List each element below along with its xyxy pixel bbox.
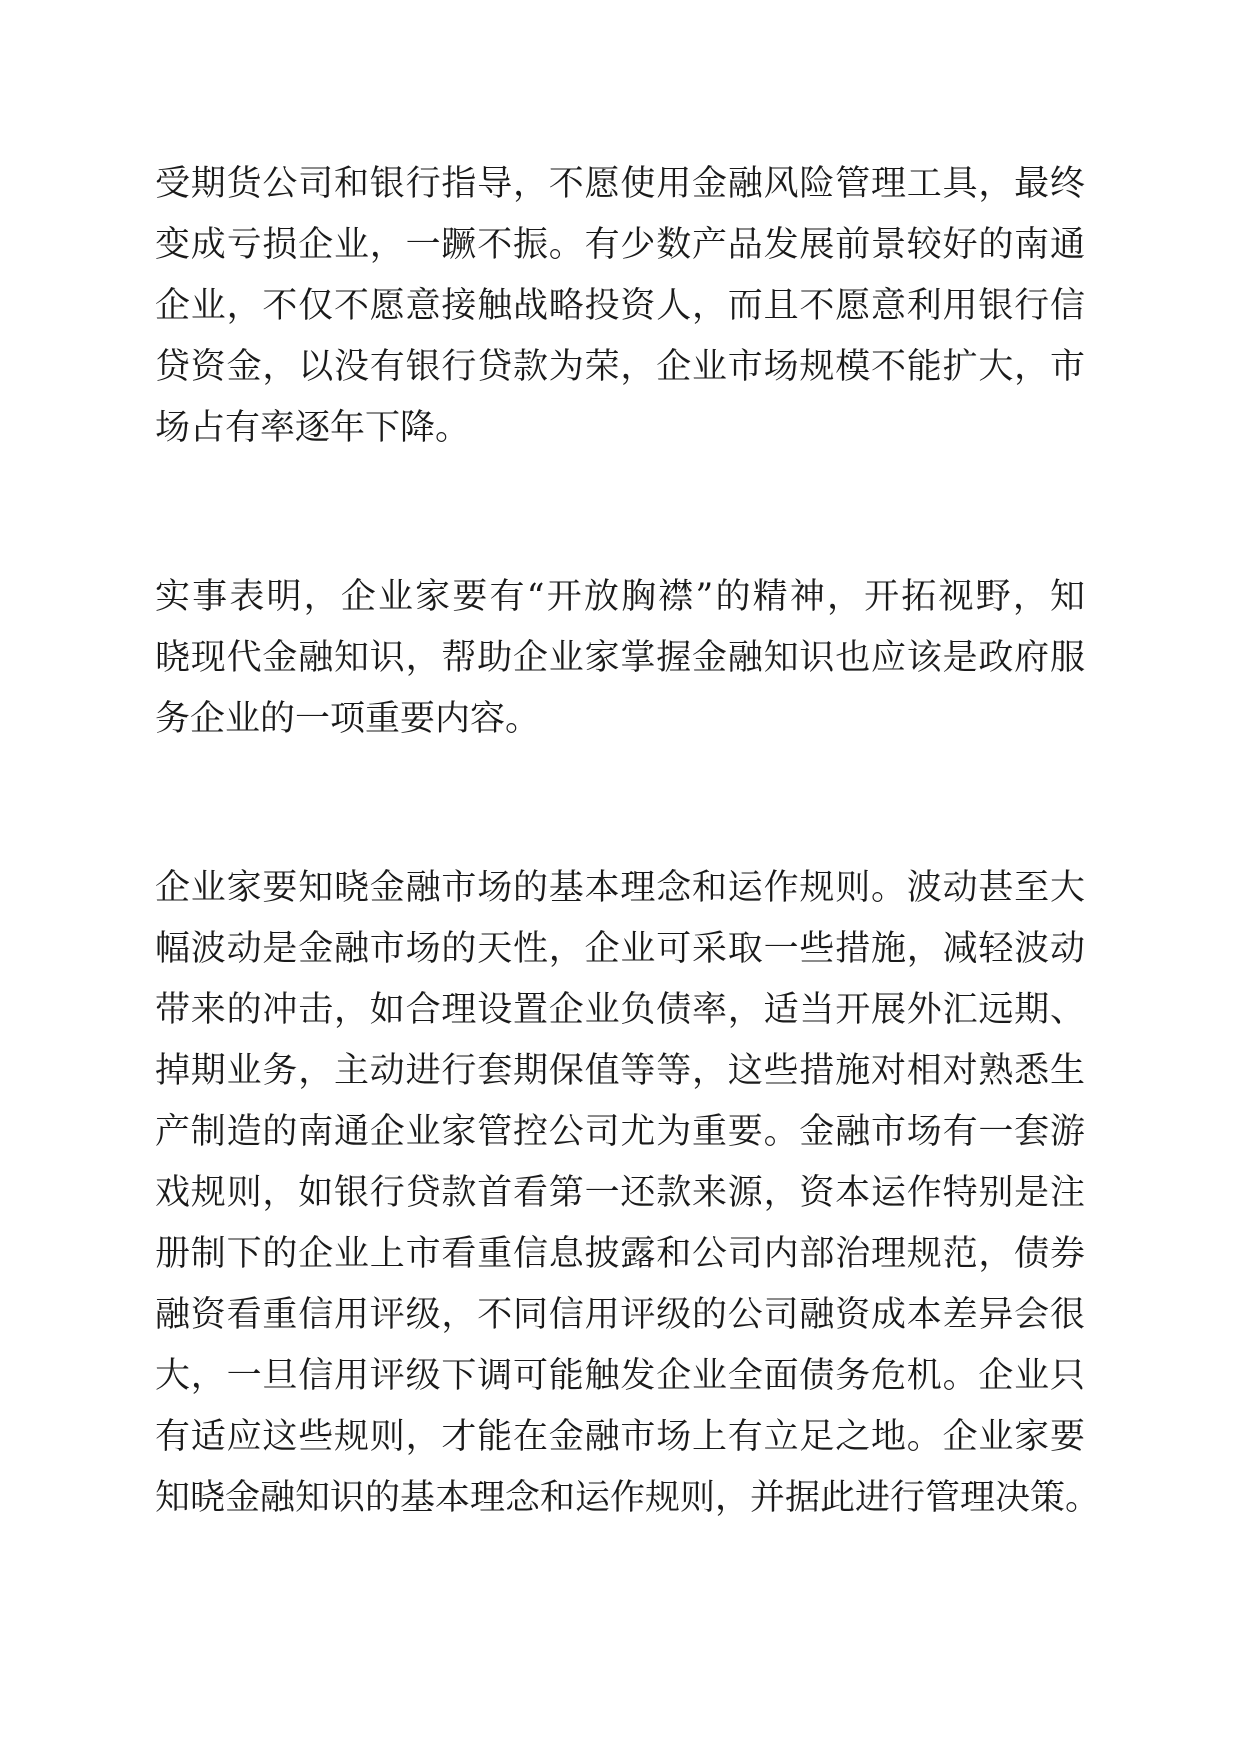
paragraph-line: 幅波动是金融市场的天性，企业可采取一些措施，减轻波动 [155, 929, 1085, 969]
paragraph-line: 知晓金融知识的基本理念和运作规则，并据此进行管理决策。 [155, 1478, 1101, 1518]
paragraph-line: 戏规则，如银行贷款首看第一还款来源，资本运作特别是注 [155, 1173, 1085, 1213]
paragraph-3 [155, 858, 1101, 1529]
paragraph-line: 务企业的一项重要内容。 [155, 699, 541, 739]
paragraph-line: 变成亏损企业，一蹶不振。有少数产品发展前景较好的南通 [155, 225, 1085, 265]
paragraph-line: 册制下的企业上市看重信息披露和公司内部治理规范，债券 [155, 1234, 1085, 1274]
paragraph-line: 企业家要知晓金融市场的基本理念和运作规则。波动甚至大 [155, 868, 1085, 908]
paragraph-line: 场占有率逐年下降。 [155, 408, 471, 448]
paragraph-line: 贷资金，以没有银行贷款为荣，企业市场规模不能扩大，市 [155, 347, 1085, 387]
paragraph-2 [155, 567, 1085, 750]
paragraph-line: 掉期业务，主动进行套期保值等等，这些措施对相对熟悉生 [155, 1051, 1085, 1091]
paragraph-line: 企业，不仅不愿意接触战略投资人，而且不愿意利用银行信 [155, 286, 1085, 326]
paragraph-line: 受期货公司和银行指导，不愿使用金融风险管理工具，最终 [155, 164, 1085, 204]
paragraph-line: 大，一旦信用评级下调可能触发企业全面债务危机。企业只 [155, 1356, 1085, 1396]
paragraph-line: 有适应这些规则，才能在金融市场上有立足之地。企业家要 [155, 1417, 1085, 1457]
paragraph-line: 晓现代金融知识，帮助企业家掌握金融知识也应该是政府服 [155, 638, 1085, 678]
paragraph-line: 产制造的南通企业家管控公司尤为重要。金融市场有一套游 [155, 1112, 1085, 1152]
paragraph-1 [155, 154, 1085, 459]
paragraph-line: 融资看重信用评级，不同信用评级的公司融资成本差异会很 [155, 1295, 1085, 1335]
paragraph-line: 带来的冲击，如合理设置企业负债率，适当开展外汇远期、 [155, 990, 1085, 1030]
paragraph-line: 实事表明，企业家要有“开放胸襟”的精神，开拓视野，知 [155, 577, 1085, 617]
